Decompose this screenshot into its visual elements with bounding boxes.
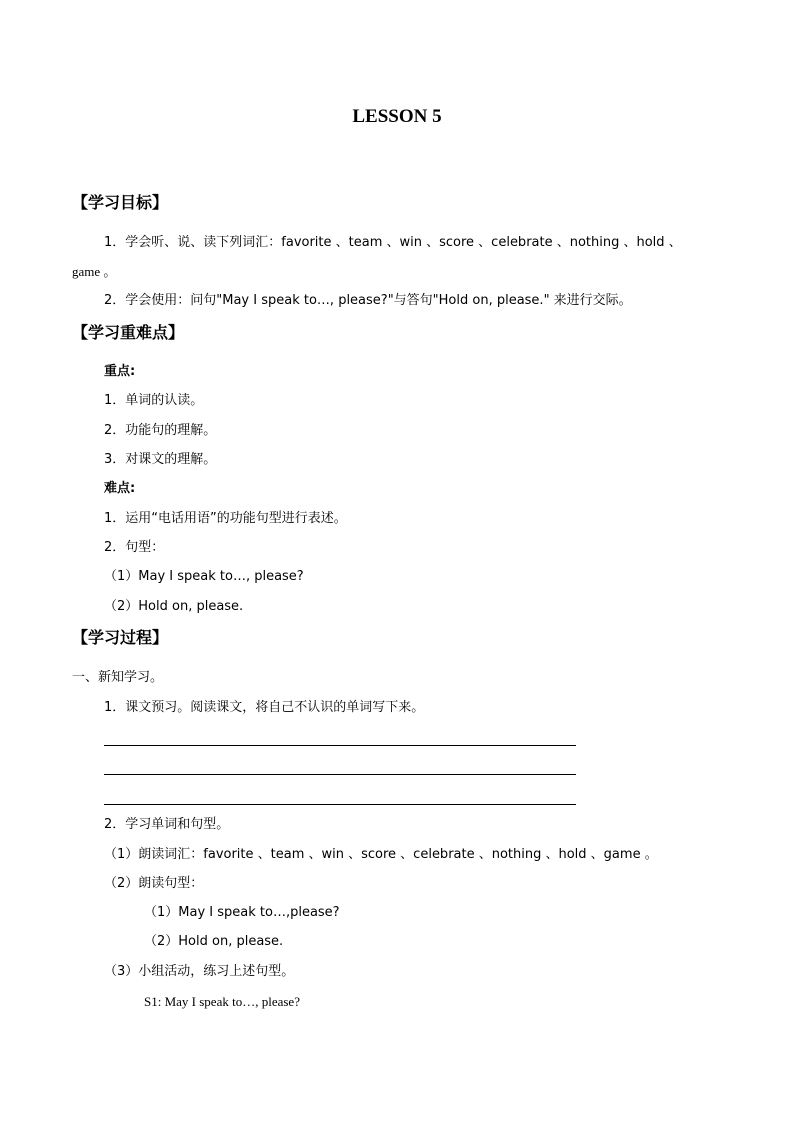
focus-item-2: 2．功能句的理解。	[104, 423, 217, 438]
focus-item-3: 3．对课文的理解。	[104, 452, 217, 467]
process-part-1: 一、新知学习。	[72, 670, 164, 685]
vocab-reading: （1）朗读词汇：favorite 、team 、win 、score 、celebrate 、nothing 、hold 、game 。	[104, 847, 658, 862]
dialog-s1: S1: May I speak to…, please?	[144, 994, 300, 1009]
writing-line-1[interactable]	[104, 745, 576, 746]
difficulty-label: 难点:	[104, 481, 136, 496]
sentence-reading-label: （2）朗读句型：	[104, 876, 204, 891]
process-step-1: 1．课文预习。阅读课文，将自己不认识的单词写下来。	[104, 700, 425, 715]
pattern-2: （2）Hold on, please.	[104, 599, 244, 614]
objective-item-1-continued: game 。	[72, 264, 117, 279]
writing-line-2[interactable]	[104, 774, 576, 775]
objectives-heading: 【学习目标】	[72, 193, 169, 212]
writing-line-3[interactable]	[104, 804, 576, 805]
process-heading: 【学习过程】	[72, 628, 169, 647]
objective-item-2: 2．学会使用：问句"May I speak to…, please?"与答句"Hold on, please." 来进行交际。	[104, 293, 632, 308]
sentence-2: （2）Hold on, please.	[144, 934, 284, 949]
group-activity: （3）小组活动，练习上述句型。	[104, 964, 295, 979]
difficulty-item-1: 1．运用“电话用语”的功能句型进行表述。	[104, 511, 347, 526]
focus-label: 重点:	[104, 364, 136, 379]
process-step-2: 2．学习单词和句型。	[104, 817, 230, 832]
focus-item-1: 1．单词的认读。	[104, 393, 204, 408]
key-points-heading: 【学习重难点】	[72, 323, 185, 342]
pattern-1: （1）May I speak to…, please?	[104, 569, 304, 584]
difficulty-item-2: 2．句型：	[104, 540, 165, 555]
page-title: LESSON 5	[352, 106, 442, 127]
objective-item-1: 1．学会听、说、读下列词汇：favorite 、team 、win 、score 、celebrate 、nothing 、hold 、	[104, 235, 682, 250]
sentence-1: （1）May I speak to…,please?	[144, 905, 340, 920]
